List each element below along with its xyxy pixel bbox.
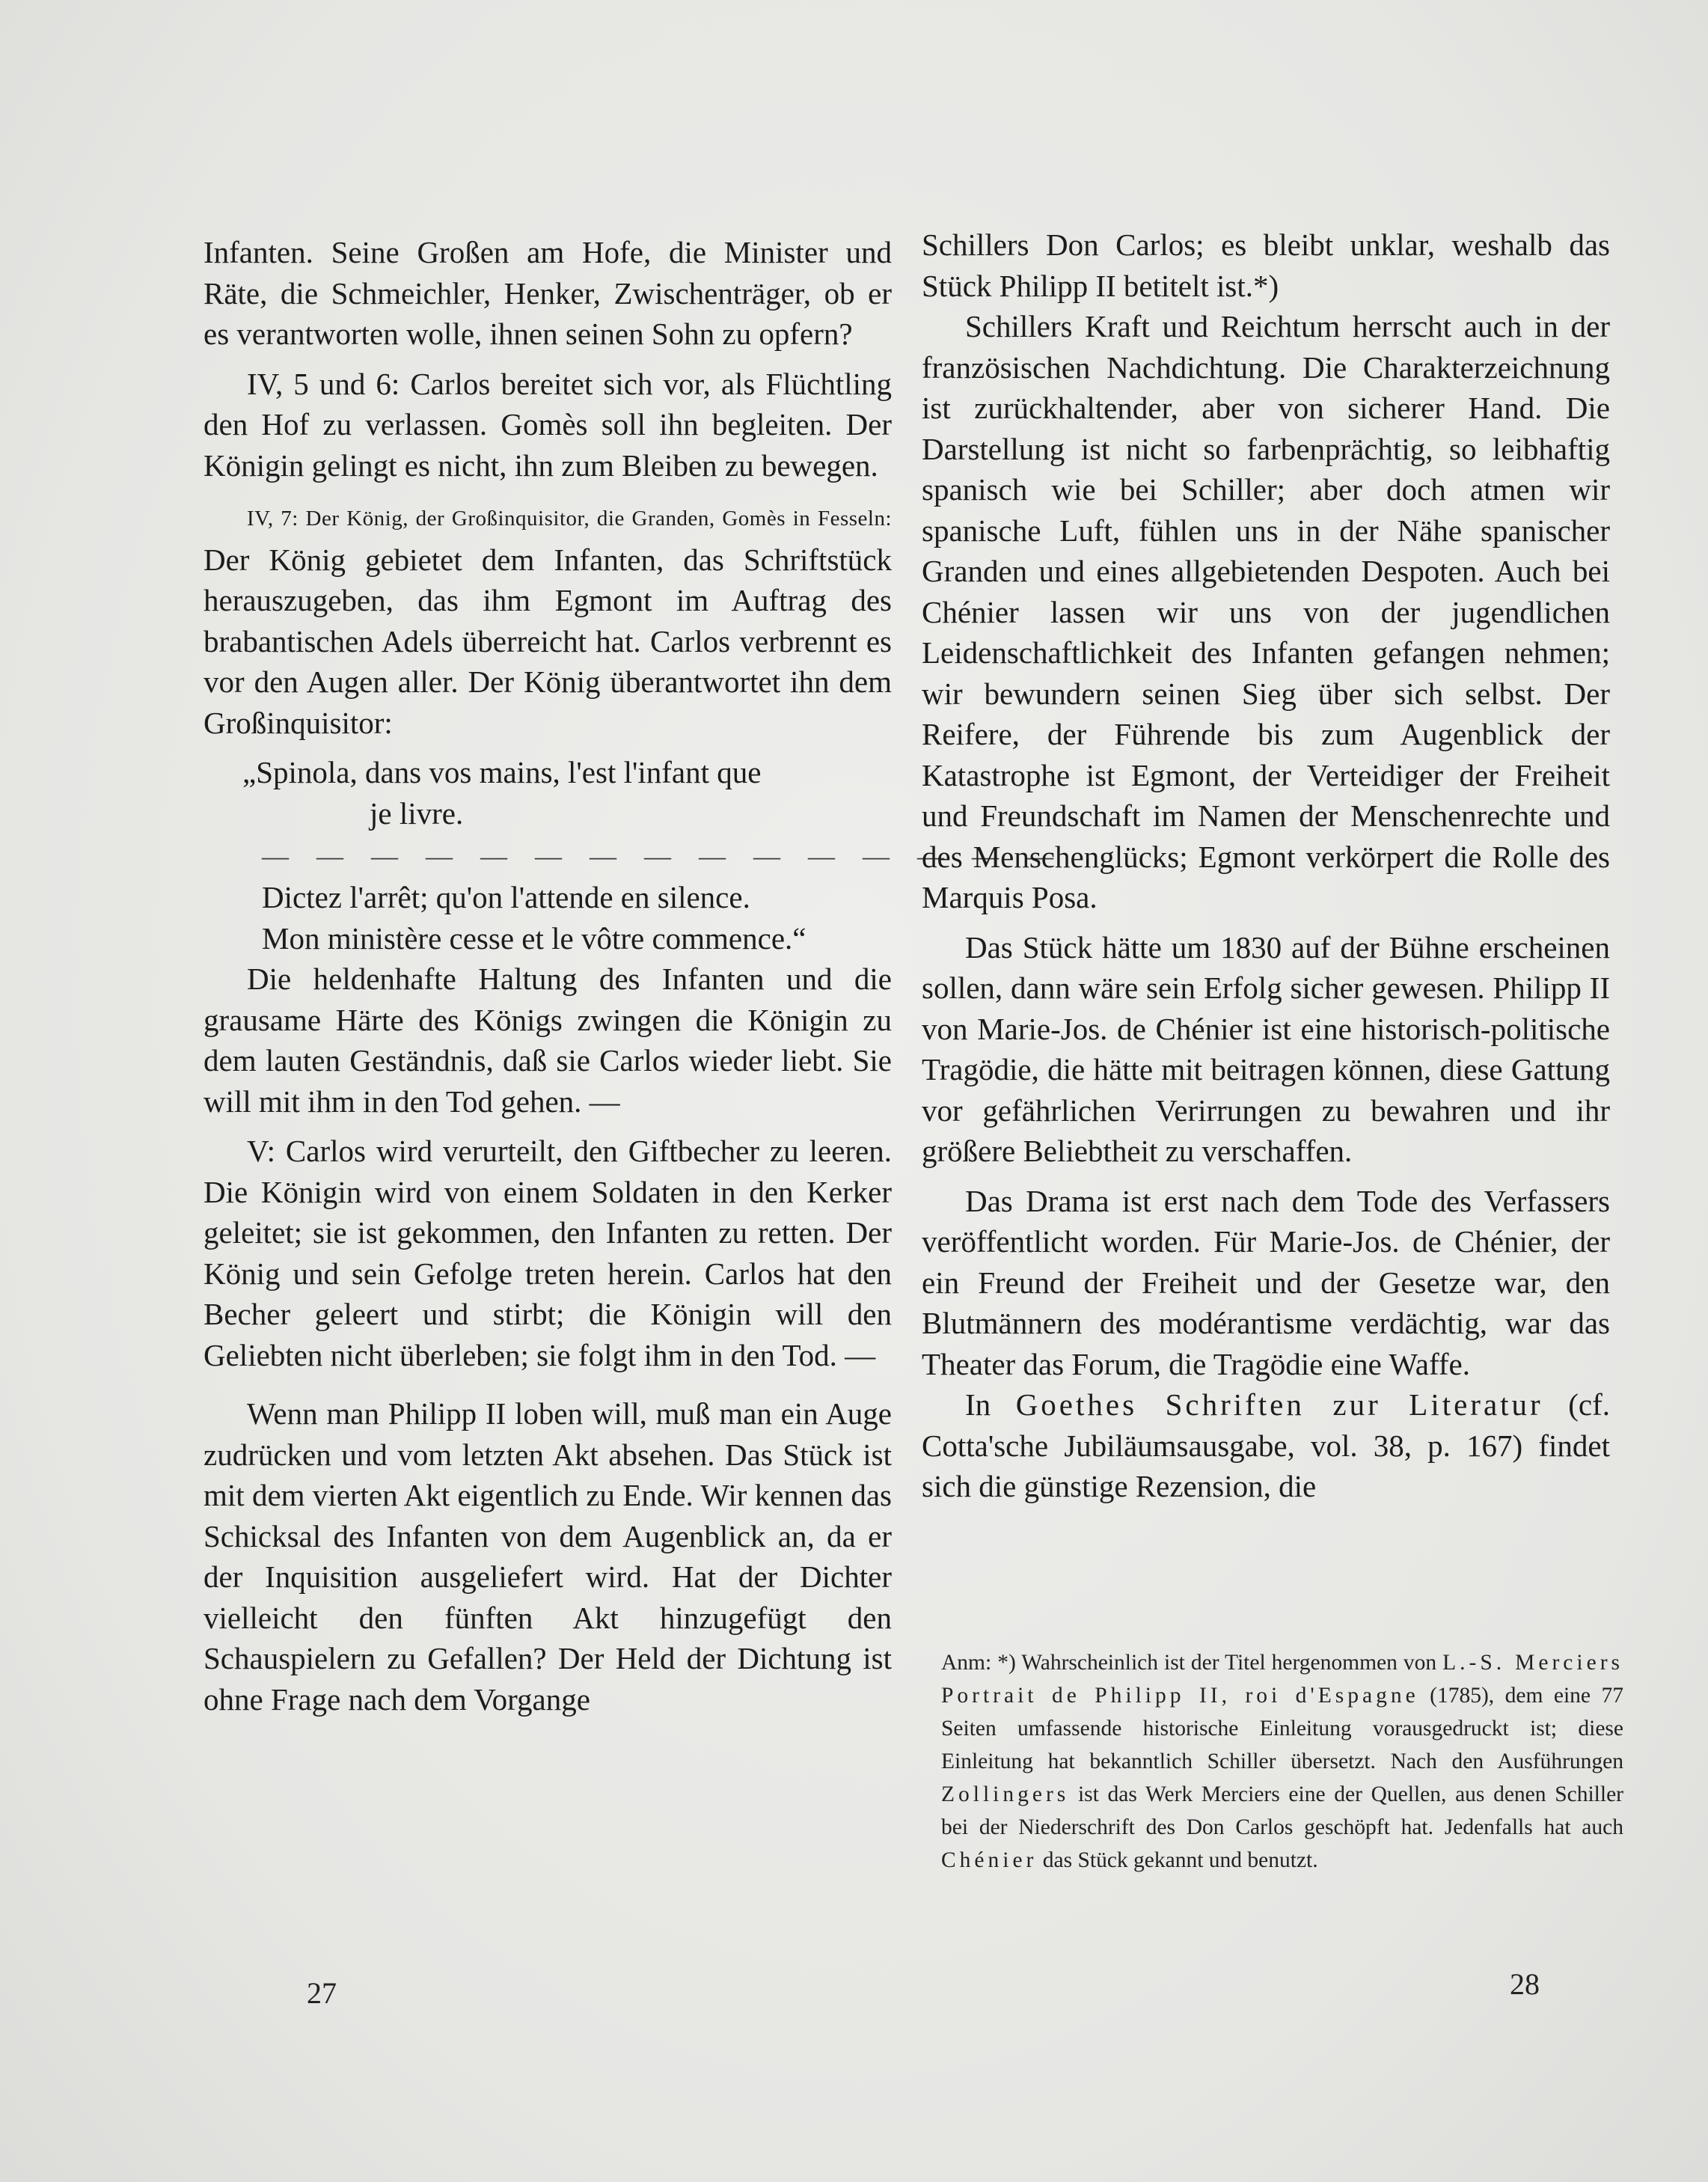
footnote xyxy=(941,1646,1623,1877)
footnote-text: Anm: *) Wahrscheinlich ist der Titel hergenommen von xyxy=(941,1651,1443,1675)
paragraph: Das Drama ist erst nach dem Tode des Verfassers veröffentlicht worden. Für Marie-Jos. de Chénier, der ein Freund der Freiheit und der Gesetze war, den Blutmännern des modérantisme verdächtig, war das Theater das Forum, die Tragödie eine Waffe. xyxy=(922,1183,1610,1381)
paragraph xyxy=(922,1384,1610,1507)
left-column xyxy=(203,232,1064,1720)
paragraph-text: Der König gebietet dem Infanten, das Schriftstück herauszugeben, das ihm Egmont im Auftrag des brabantischen Adels überreicht hat. Carlos verbrennt es vor den Augen aller. Der König überantwortet ihn dem Großinquisitor: xyxy=(203,542,892,740)
paragraph xyxy=(203,495,892,743)
emphasized-title: Goethes Schriften zur Literatur xyxy=(1015,1387,1543,1422)
paragraph: Schillers Don Carlos; es bleibt unklar, weshalb das Stück Philipp II betitelt ist.*) xyxy=(922,227,1610,303)
verse-line: Dictez l'arrêt; qu'on l'attende en silence. xyxy=(262,880,750,914)
footnote-emphasis: Chénier xyxy=(941,1848,1038,1872)
paragraph: IV, 5 und 6: Carlos bereitet sich vor, als Flüchtling den Hof zu verlassen. Gomès soll ihn begleiten. Der Königin gelingt es nicht, ihn zum Bleiben zu bewegen. xyxy=(203,366,892,483)
footnote-emphasis: L.-S. Merciers Portrait de Philipp II, roi d'Espagne xyxy=(941,1651,1623,1708)
paragraph: Wenn man Philipp II loben will, muß man ein Auge zudrücken und vom letzten Akt absehen. Das Stück ist mit dem vierten Akt eigentlich zu Ende. Wir kennen das Schicksal des Infanten von dem Augenblick an, da er der Inquisition ausgeliefert wird. Hat der Dichter vielleicht den fünften Akt hinzugefügt den Schauspielern zu Gefallen? Der Held der Dichtung ist ohne Frage nach dem Vorgange xyxy=(203,1396,892,1717)
verse-line: „Spinola, dans vos mains, l'est l'infant que xyxy=(242,755,762,789)
paragraph-text: (cf. Cotta'sche Jubiläumsausgabe, vol. 38, p. 167) findet sich die günstige Rezension, die xyxy=(922,1387,1610,1503)
paragraph: Das Stück hätte um 1830 auf der Bühne erscheinen sollen, dann wäre sein Erfolg sicher gewesen. Philipp II von Marie-Jos. de Chénier ist eine historisch-politische Tragödie, die hätte mit beitragen können, diese Gattung vor gefährlichen Verirrungen zu bewahren und ihr größere Beliebtheit zu verschaffen. xyxy=(922,929,1610,1168)
footnote-text: ist das Werk Merciers eine der Quellen, aus denen Schiller bei der Niederschrift des Don Carlos geschöpft hat. Jedenfalls hat auch xyxy=(941,1782,1623,1839)
footnote-text: das Stück gekannt und benutzt. xyxy=(1037,1848,1318,1872)
verse-quote xyxy=(203,752,892,834)
verse-quote xyxy=(203,877,892,959)
verse-line: je livre. xyxy=(370,795,464,831)
stage-direction: IV, 7: Der König, der Großinquisitor, die Granden, Gomès in Fesseln: xyxy=(247,507,892,531)
paragraph-text: In xyxy=(965,1387,1016,1422)
page-number-right: 28 xyxy=(1510,1967,1540,2001)
verse-line: Mon ministère cesse et le vôtre commence.“ xyxy=(262,920,806,956)
paragraph: Infanten. Seine Großen am Hofe, die Minister und Räte, die Schmeichler, Henker, Zwischenträger, ob er es verantworten wolle, ihnen seinen Sohn zu opfern? xyxy=(203,235,892,351)
footnote-emphasis: Zollingers xyxy=(941,1782,1070,1806)
paragraph: Schillers Kraft und Reichtum herrscht auch in der französischen Nachdichtung. Die Charakterzeichnung ist zurückhaltender, aber von sicherer Hand. Die Darstellung ist nicht so farbenprächtig, so leibhaftig spanisch wie bei Schiller; aber doch atmen wir spanische Luft, fühlen uns in der Nähe spanischer Granden und eines allgebietenden Despoten. Auch bei Chénier lassen wir uns von der jugendlichen Leidenschaftlichkeit des Infanten gefangen nehmen; wir bewundern seinen Sieg über sich selbst. Der Reifere, der Führende bis zum Augenblick der Katastrophe ist Egmont, der Verteidiger der Freiheit und Freundschaft im Namen der Menschenrechte und des Menschenglücks; Egmont verkörpert die Rolle des Marquis Posa. xyxy=(922,309,1610,914)
footnote-text: (1785), dem eine 77 Seiten umfassende historische Einleitung vorausgedruckt ist; diese Einleitung hat bekanntlich Schiller übersetzt. Nach den Ausführungen xyxy=(941,1684,1623,1773)
page-number-left: 27 xyxy=(307,1976,337,2010)
right-column xyxy=(922,224,1610,1507)
paragraph: V: Carlos wird verurteilt, den Giftbecher zu leeren. Die Königin wird von einem Soldaten in den Kerker geleitet; sie ist gekommen, den Infanten zu retten. Der König und sein Gefolge treten herein. Carlos hat den Becher geleert und stirbt; die Königin will den Geliebten nicht überleben; sie folgt ihm in den Tod. — xyxy=(203,1134,892,1372)
omission-dashes: — — — — — — — — — — — — — — — xyxy=(262,841,1064,871)
paragraph: Die heldenhafte Haltung des Infanten und die grausame Härte des Königs zwingen die Königin zu dem lauten Geständnis, daß sie Carlos wieder liebt. Sie will mit ihm in den Tod gehen. — xyxy=(203,962,892,1119)
